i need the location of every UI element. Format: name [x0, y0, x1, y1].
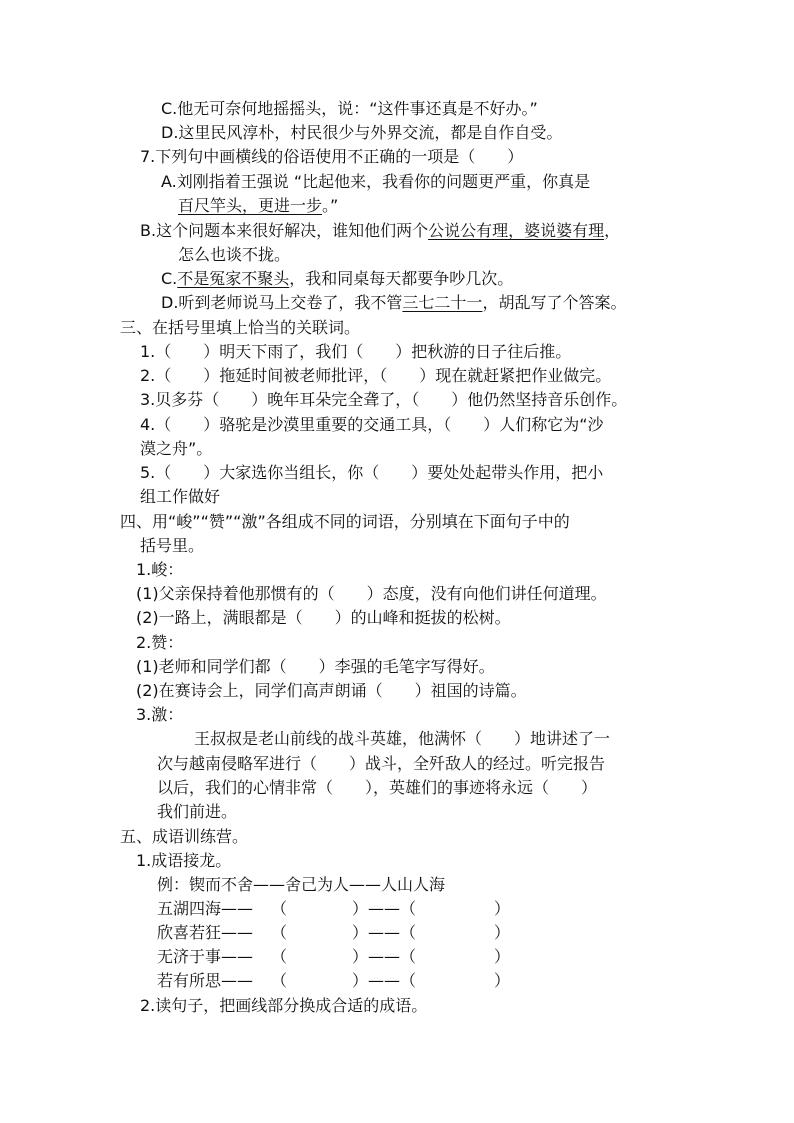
chain-blank-close: ）	[494, 923, 511, 942]
sec4-jun-heading: 1.峻：	[136, 560, 184, 579]
q7-option-b-underlined: 公说公有理，婆说婆有理	[428, 221, 605, 240]
sec5-sub-2: 2.读句子，把画线部分换成合适的成语。	[140, 996, 428, 1015]
q7-option-d-underlined: 三七二十一	[402, 293, 483, 312]
q7-option-d-text: D.听到老师说马上交卷了，我不管	[161, 293, 403, 312]
q7-option-b-line1	[140, 220, 620, 242]
chain-start: 五湖四海——	[157, 899, 254, 918]
q7-option-c-text: ，我和同桌每天都要争吵几次。	[289, 269, 514, 288]
q7-title: 7.下列句中画横线的俗语使用不正确的一项是（ ）	[140, 147, 524, 166]
q7-option-a-line2	[178, 195, 338, 217]
q7-option-c	[161, 268, 513, 290]
q7-option-d	[161, 292, 626, 314]
section-3-title: 三、在括号里填上恰当的关联词。	[120, 318, 361, 337]
sec4-jun-2: (2)一路上，满眼都是（ ）的山峰和挺拔的松树。	[136, 608, 511, 627]
sec4-zan-heading: 2.赞：	[136, 633, 184, 652]
q7-option-b-text: B.这个问题本来很好解决，谁知他们两个	[140, 221, 429, 240]
sec5-example: 例：锲而不舍——舍己为人——人山人海	[157, 875, 446, 894]
chain-blank-open: （	[271, 971, 288, 990]
sec5-sub-1: 1.成语接龙。	[136, 851, 232, 870]
sec3-item-2: 2.（ ）拖延时间被老师批评，（ ）现在就赶紧把作业做完。	[140, 366, 612, 385]
chain-blank-close: ）	[494, 899, 511, 918]
q7-option-d-end: ，胡乱写了个答案。	[482, 293, 627, 312]
sec4-ji-heading: 3.激：	[136, 705, 184, 724]
sec3-item-3: 3.贝多芬（ ）晚年耳朵完全聋了，（ ）他仍然坚持音乐创作。	[140, 390, 628, 409]
section-4-title: 四、用“峻”“赞”“激”各组成不同的词语，分别填在下面句子中的	[120, 512, 570, 531]
chain-blank-mid: ）——（	[352, 971, 417, 990]
q7-option-b-line2: 怎么也谈不拢。	[178, 245, 291, 264]
chain-blank-close: ）	[494, 947, 511, 966]
sec4-ji-line4: 我们前进。	[157, 802, 238, 821]
sec3-item-5-cont: 组工作做好	[140, 487, 221, 506]
sec4-ji-line2: 次与越南侵略军进行（ ）战斗，全歼敌人的经过。听完报告	[157, 754, 606, 773]
q7-option-c-underlined: 不是冤家不聚头	[177, 269, 290, 288]
chain-blank-mid: ）——（	[352, 947, 417, 966]
q7-option-b-end: ，	[604, 221, 621, 240]
chain-blank-mid: ）——（	[352, 923, 417, 942]
chain-start: 欣喜若狂——	[157, 923, 254, 942]
q6-option-d: D.这里民风淳朴，村民很少与外界交流，都是自作自受。	[161, 123, 563, 142]
chain-blank-mid: ）——（	[352, 899, 417, 918]
chain-blank-close: ）	[494, 971, 511, 990]
sec3-item-1: 1.（ ）明天下雨了，我们（ ）把秋游的日子往后推。	[140, 342, 572, 361]
chain-start: 若有所思——	[157, 971, 254, 990]
q7-option-c-label: C.	[161, 269, 178, 288]
sec4-ji-line1: 王叔叔是老山前线的战斗英雄，他满怀（ ）地讲述了一	[194, 729, 611, 748]
sec3-item-4-cont: 漠之舟”。	[140, 439, 213, 458]
sec4-ji-line3: 以后，我们的心情非常（ ），英雄们的事迹将永远（ ）	[157, 778, 598, 797]
chain-blank-open: （	[271, 899, 288, 918]
q7-option-a-line1: A.刘刚指着王强说 “比起他来，我看你的问题更严重，你真是	[161, 172, 591, 191]
section-4-title-cont: 括号里。	[140, 536, 205, 555]
q7-option-a-underlined: 百尺竿头，更进一步	[178, 196, 323, 215]
section-5-title: 五、成语训练营。	[120, 827, 249, 846]
sec4-jun-1: (1)父亲保持着他那惯有的（ ）态度，没有向他们讲任何道理。	[136, 584, 607, 603]
chain-start: 无济于事——	[157, 947, 254, 966]
sec4-zan-1: (1)老师和同学们都（ ）李强的毛笔字写得好。	[136, 657, 495, 676]
chain-blank-open: （	[271, 923, 288, 942]
sec4-zan-2: (2)在赛诗会上，同学们高声朗诵（ ）祖国的诗篇。	[136, 681, 527, 700]
chain-blank-open: （	[271, 947, 288, 966]
sec3-item-5: 5.（ ）大家选你当组长，你（ ）要处处起带头作用，把小	[140, 463, 604, 482]
q7-option-a-end: 。”	[322, 196, 339, 215]
q6-option-c: C.他无可奈何地摇摇头，说：“这件事还真是不好办。”	[161, 99, 538, 118]
sec3-item-4: 4.（ ）骆驼是沙漠里重要的交通工具，（ ）人们称它为“沙	[140, 415, 604, 434]
